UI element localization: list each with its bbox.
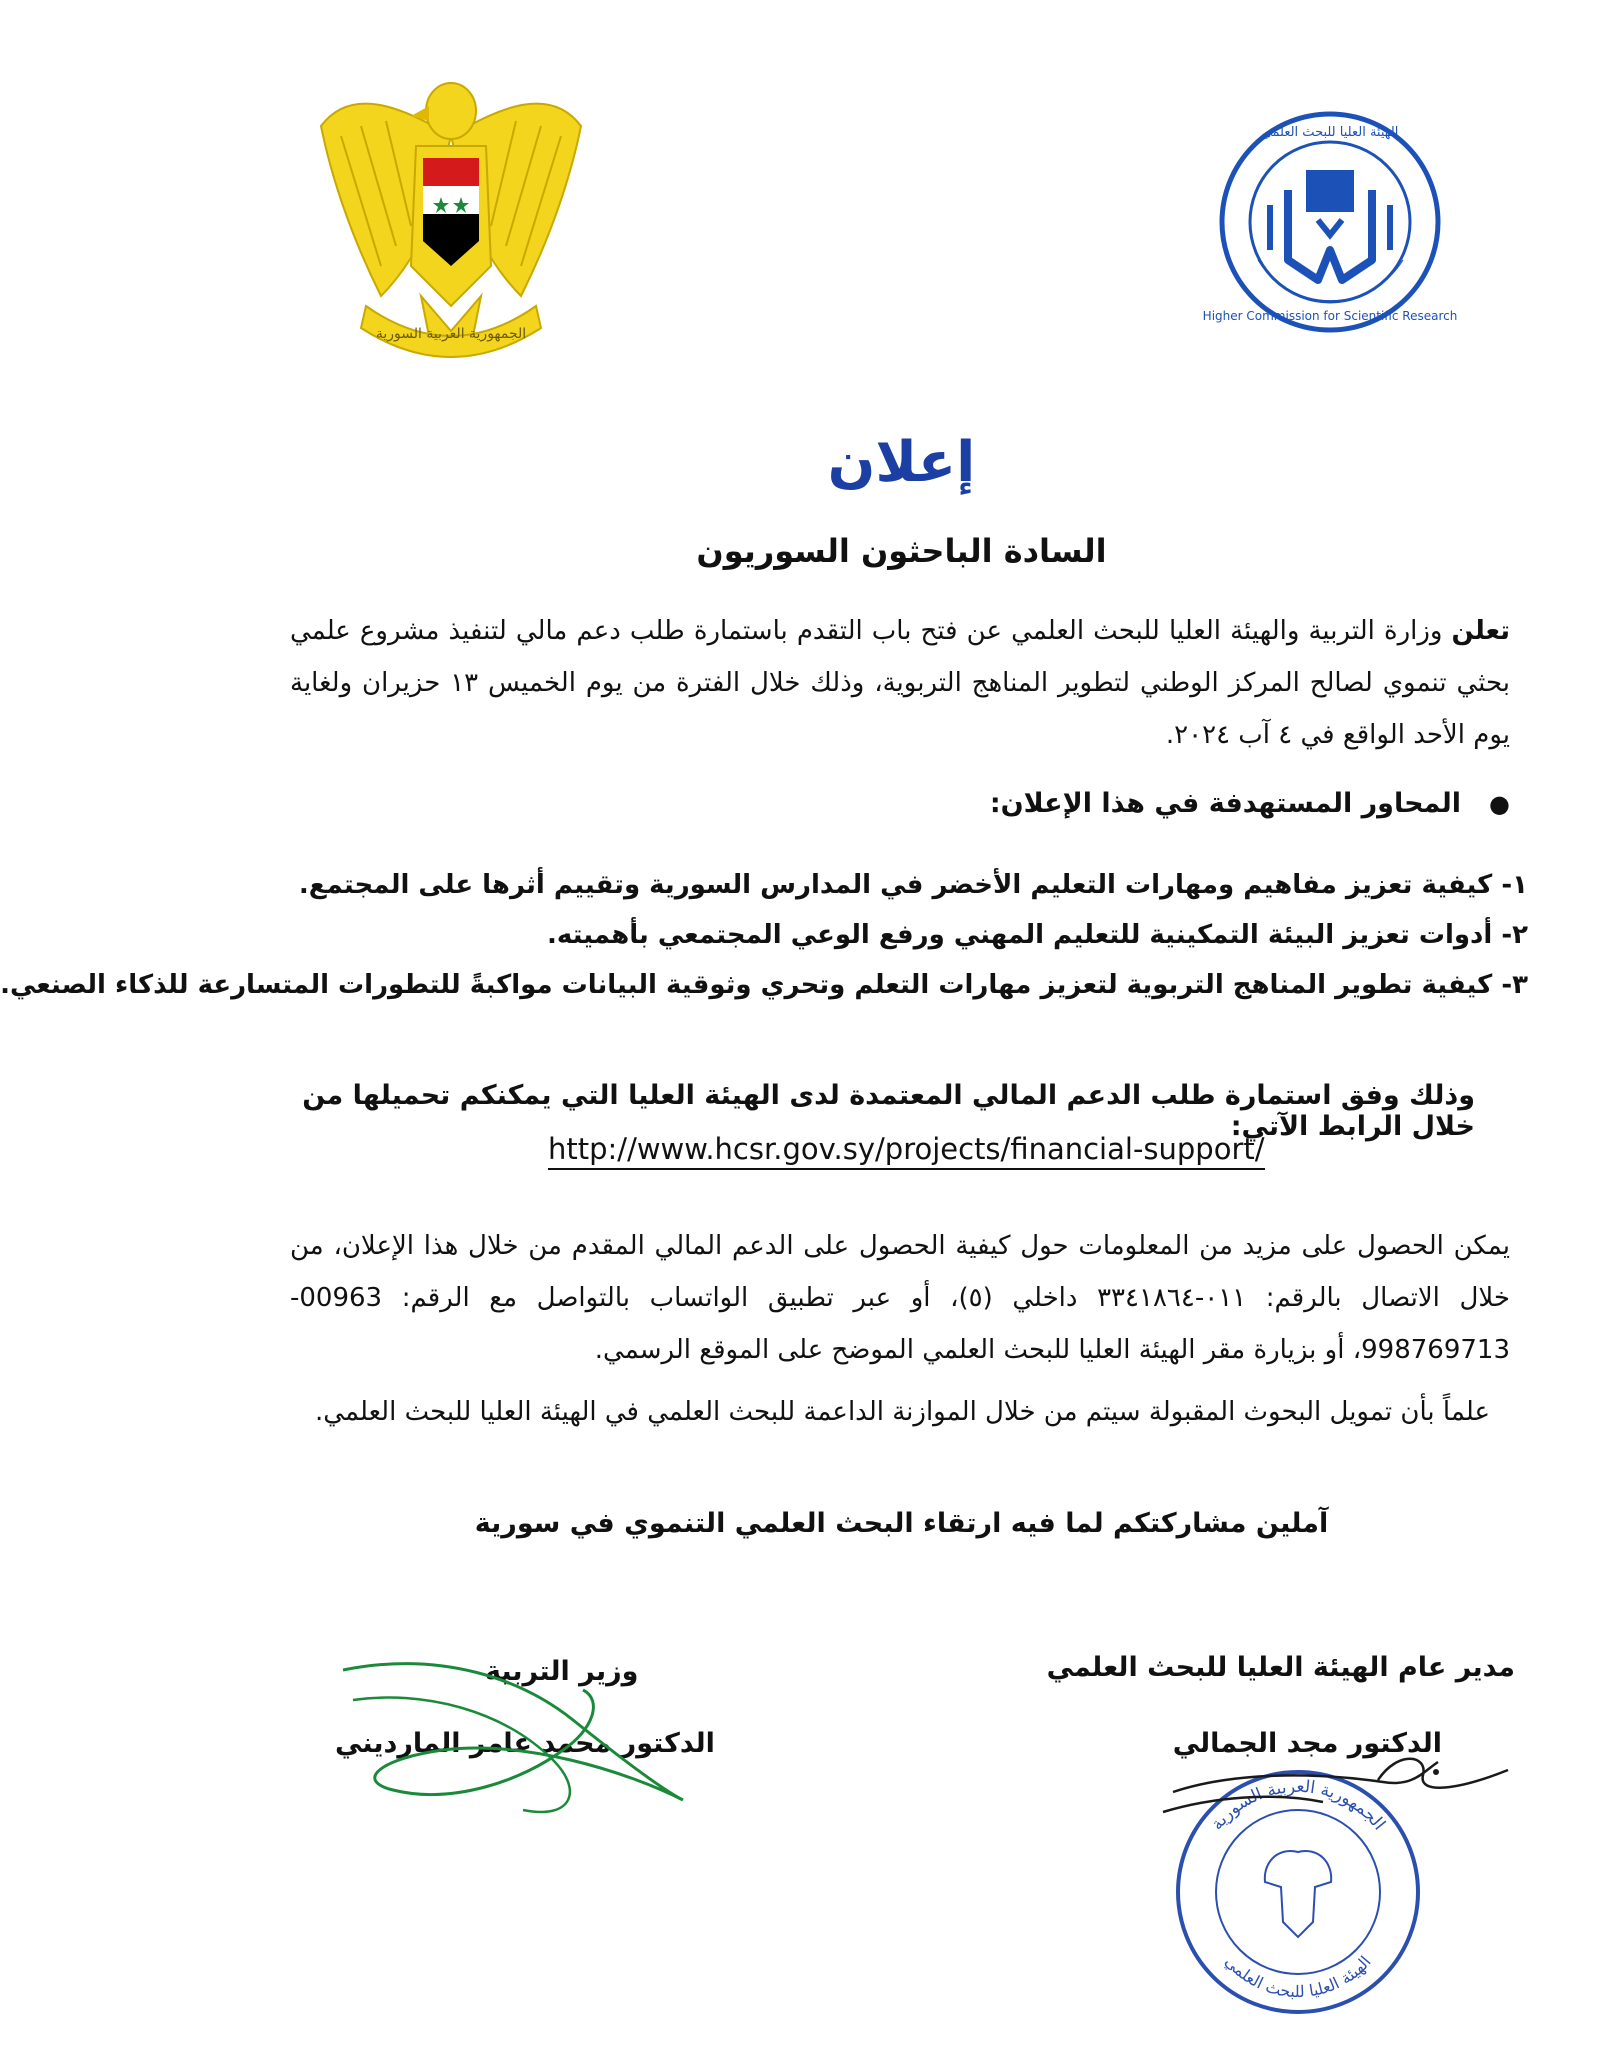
emblem-ribbon-text: الجمهورية العربية السورية xyxy=(375,326,527,342)
axes-heading-text: المحاور المستهدفة في هذا الإعلان: xyxy=(989,788,1462,819)
hcsr-director-name: الدكتور مجد الجمالي xyxy=(1172,1728,1442,1759)
hcsr-director-title: مدير عام الهيئة العليا للبحث العلمي xyxy=(1046,1652,1515,1683)
bullet-icon: ● xyxy=(1489,790,1510,818)
hcsr-logo-icon xyxy=(1202,110,1458,335)
list-item: ١- كيفية تعزيز مفاهيم ومهارات التعليم الأخضر في المدارس السورية وتقييم أثرها على المجتمع. xyxy=(298,870,1528,900)
announcement-title: إعلان xyxy=(827,430,976,495)
minister-title: وزير التربية xyxy=(485,1656,639,1687)
svg-text:الجمهورية العربية السورية: الجمهورية العربية السورية xyxy=(1207,1776,1389,1835)
intro-lead-word: تعلن xyxy=(1451,616,1510,646)
announcement-subtitle: السادة الباحثون السوريون xyxy=(696,532,1107,570)
director-signature-icon xyxy=(1368,1740,1518,1800)
svg-text:Higher Commission for Scientif: Higher Commission for Scientific Research xyxy=(1202,309,1458,323)
svg-text:الهيئة العليا للبحث العلمي: الهيئة العليا للبحث العلمي xyxy=(1261,125,1399,140)
contact-paragraph: يمكن الحصول على مزيد من المعلومات حول كيفية الحصول على الدعم المالي المقدم من خلال هذا الإعلان، من خلال الاتصال بالرقم: ٠١١-٣٣٤١٨٦٤ داخلي (٥)، أو عبر تطبيق الواتساب بالتواصل مع الرقم: 00963-998769713، أو بزيارة مقر الهيئة العليا للبحث العلمي الموضح على الموقع الرسمي. xyxy=(290,1231,1510,1365)
minister-signature-icon xyxy=(323,1640,703,1840)
syrian-eagle-emblem xyxy=(311,66,591,356)
minister-name: الدكتور محمد عامر المارديني xyxy=(335,1728,715,1759)
svg-text:الهيئة العليا للبحث العلمي: الهيئة العليا للبحث العلمي xyxy=(1221,1951,1375,2002)
intro-text: وزارة التربية والهيئة العليا للبحث العلمي عن فتح باب التقدم باستمارة طلب دعم مالي لتنفيذ مشروع علمي بحثي تنموي لصالح المركز الوطني لتطوير المناهج التربوية، وذلك خلال الفترة من يوم الخميس ١٣ حزيران ولغاية يوم الأحد الواقع في ٤ آب ٢٠٢٤. xyxy=(290,616,1510,750)
intro-paragraph xyxy=(290,605,1510,761)
list-item: ٢- أدوات تعزيز البيئة التمكينية للتعليم المهني ورفع الوعي المجتمعي بأهميته. xyxy=(546,920,1528,950)
closing-line: آملين مشاركتكم لما فيه ارتقاء البحث العلمي التنموي في سورية xyxy=(474,1508,1329,1539)
axes-list xyxy=(0,860,1528,1010)
financial-support-link[interactable]: http://www.hcsr.gov.sy/projects/financial-support/ xyxy=(548,1132,1265,1170)
list-item: ٣- كيفية تطوير المناهج التربوية لتعزيز مهارات التعلم وتحري وثوقية البيانات مواكبةً للتطورات المتسارعة للذكاء الصنعي. xyxy=(0,970,1528,1000)
form-instruction: وذلك وفق استمارة طلب الدعم المالي المعتمدة لدى الهيئة العليا التي يمكنكم تحميلها من خلال الرابط الآتي: xyxy=(302,1080,1475,1142)
funding-note: علماً بأن تمويل البحوث المقبولة سيتم من خلال الموازنة الداعمة للبحث العلمي في الهيئة العليا للبحث العلمي. xyxy=(315,1397,1490,1427)
axes-heading xyxy=(310,788,1510,819)
